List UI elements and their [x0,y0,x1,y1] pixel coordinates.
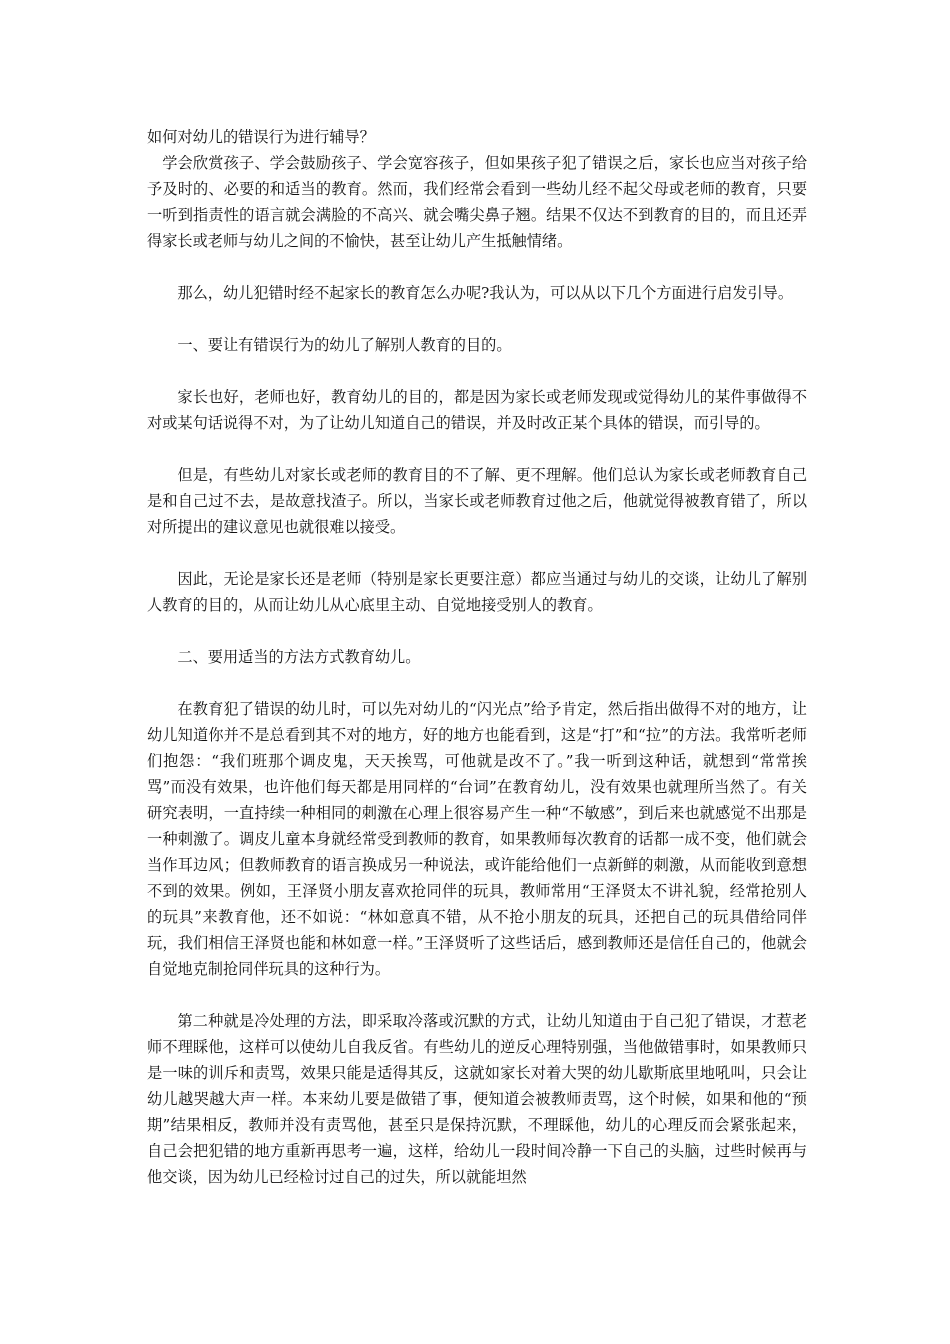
document-page [147,124,807,1190]
section-heading-1: 一、要让有错误行为的幼儿了解别人教育的目的。 [177,336,512,354]
paragraph-purpose: 家长也好，老师也好，教育幼儿的目的，都是因为家长或老师发现或觉得幼儿的某件事做得不对或某句话说得不对，为了让幼儿知道自己的错误，并及时改正某个具体的错误，而引导的。 [147,388,807,432]
paragraph-method-2: 第二种就是冷处理的方法，即采取冷落或沉默的方式，让幼儿知道由于自己犯了错误，才惹老师不理睬他，这样可以使幼儿自我反省。有些幼儿的逆反心理特别强，当他做错事时，如果教师只是一味的训斥和责骂，效果只能是适得其反，这就如家长对着大哭的幼儿歇斯底里地吼叫，只会让幼儿越哭越大声一样。本来幼儿要是做错了事，便知道会被教师责骂，这个时候，如果和他的“预期”结果相反，教师并没有责骂他，甚至只是保持沉默，不理睬他，幼儿的心理反而会紧张起来，自己会把犯错的地方重新再思考一遍，这样，给幼儿一段时间冷静一下自己的头脑，过些时候再与他交谈，因为幼儿已经检讨过自己的过失，所以就能坦然 [147,1012,807,1186]
section-heading-2: 二、要用适当的方法方式教育幼儿。 [177,648,421,666]
paragraph-communication: 因此，无论是家长还是老师（特别是家长更要注意）都应当通过与幼儿的交谈，让幼儿了解别人教育的目的，从而让幼儿从心底里主动、自觉地接受别人的教育。 [147,570,807,614]
paragraph-question: 那么，幼儿犯错时经不起家长的教育怎么办呢?我认为，可以从以下几个方面进行启发引导。 [177,284,794,302]
document-title: 如何对幼儿的错误行为进行辅导？ [147,128,375,146]
paragraph-misunderstanding: 但是，有些幼儿对家长或老师的教育目的不了解、更不理解。他们总认为家长或老师教育自己是和自己过不去，是故意找渣子。所以，当家长或老师教育过他之后，他就觉得被教育错了，所以对所提出的建议意见也就很难以接受。 [147,466,807,536]
paragraph-method-1: 在教育犯了错误的幼儿时，可以先对幼儿的“闪光点”给予肯定，然后指出做得不对的地方，让幼儿知道你并不是总看到其不对的地方，好的地方也能看到，这是“打”和“拉”的方法。我常听老师们抱怨：“我们班那个调皮鬼，天天挨骂，可他就是改不了。”我一听到这种话，就想到“常常挨骂”而没有效果，也许他们每天都是用同样的“台词”在教育幼儿，没有效果也就理所当然了。有关研究表明，一直持续一种相同的刺激在心理上很容易产生一种“不敏感”，到后来也就感觉不出那是一种刺激了。调皮儿童本身就经常受到教师的教育，如果教师每次教育的话都一成不变，他们就会当作耳边风；但教师教育的语言换成另一种说法，或许能给他们一点新鲜的刺激，从而能收到意想不到的效果。例如，王泽贤小朋友喜欢抢同伴的玩具，教师常用“王泽贤太不讲礼貌，经常抢别人的玩具”来教育他，还不如说：“林如意真不错，从不抢小朋友的玩具，还把自己的玩具借给同伴玩，我们相信王泽贤也能和林如意一样。”王泽贤听了这些话后，感到教师还是信任自己的，他就会自觉地克制抢同伴玩具的这种行为。 [147,700,807,978]
paragraph-intro: 学会欣赏孩子、学会鼓励孩子、学会宽容孩子，但如果孩子犯了错误之后，家长也应当对孩子给予及时的、必要的和适当的教育。然而，我们经常会看到一些幼儿经不起父母或老师的教育，只要一听到指责性的语言就会满脸的不高兴、就会嘴尖鼻子翘。结果不仅达不到教育的目的，而且还弄得家长或老师与幼儿之间的不愉快，甚至让幼儿产生抵触情绪。 [147,154,807,250]
